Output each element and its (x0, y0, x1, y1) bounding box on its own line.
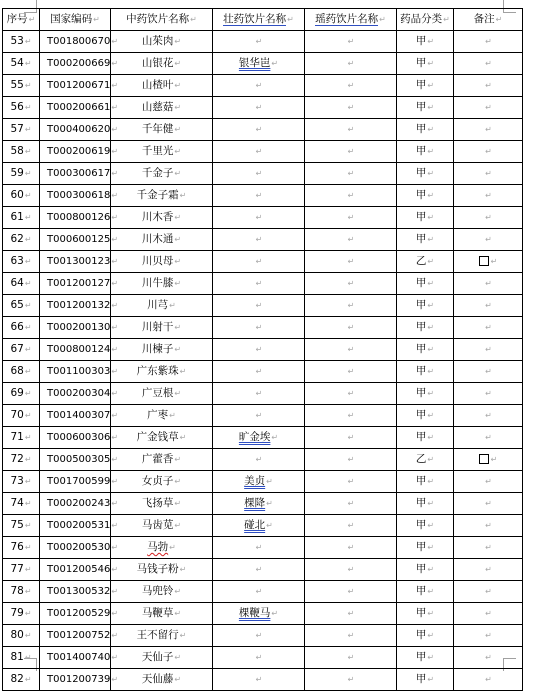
table-cell-code: T001400307↵ (40, 405, 111, 427)
table-cell-class: 甲↵ (397, 317, 454, 339)
table-cell-code: T001300532↵ (40, 581, 111, 603)
table-cell-zhuang: ↵ (213, 449, 305, 471)
table-cell-zhuang: ↵ (213, 185, 305, 207)
table-cell-class: 甲↵ (397, 405, 454, 427)
table-row (3, 31, 523, 53)
table-cell-no: 67↵ (3, 339, 40, 361)
table-cell-no: 77↵ (3, 559, 40, 581)
table-cell-yao: ↵ (305, 273, 397, 295)
table-cell-yao: ↵ (305, 339, 397, 361)
table-cell-name: 马钱子粉↵ (111, 559, 213, 581)
table-cell-note: ↵ (454, 427, 523, 449)
table-cell-name: 千金子↵ (111, 163, 213, 185)
header-cell: 瑶药饮片名称↵ (305, 9, 397, 31)
table-cell-note: ↵ (454, 405, 523, 427)
table-cell-class: 乙↵ (397, 449, 454, 471)
table-row (3, 559, 523, 581)
table-cell-yao: ↵ (305, 515, 397, 537)
table-row (3, 603, 523, 625)
table-cell-name: 山楂叶↵ (111, 75, 213, 97)
table-cell-name: 马鞭草↵ (111, 603, 213, 625)
table-cell-yao: ↵ (305, 427, 397, 449)
header-cell: 中药饮片名称↵ (111, 9, 213, 31)
table-cell-no: 69↵ (3, 383, 40, 405)
table-cell-zhuang: ↵ (213, 229, 305, 251)
table-cell-code: T001300123↵ (40, 251, 111, 273)
table-row (3, 207, 523, 229)
table-cell-name: 广东紫珠↵ (111, 361, 213, 383)
table-cell-zhuang: ↵ (213, 383, 305, 405)
table-cell-class: 甲↵ (397, 515, 454, 537)
table-cell-note: ↵ (454, 119, 523, 141)
checkbox-square-icon (479, 454, 489, 464)
table-cell-name: 马勃↵ (111, 537, 213, 559)
table-row (3, 669, 523, 691)
table-cell-note: ↵ (454, 185, 523, 207)
table-cell-name: 女贞子↵ (111, 471, 213, 493)
table-cell-note: ↵ (454, 449, 523, 471)
table-cell-class: 乙↵ (397, 251, 454, 273)
table-row (3, 339, 523, 361)
table-cell-code: T001800670↵ (40, 31, 111, 53)
table-row (3, 75, 523, 97)
table-cell-yao: ↵ (305, 647, 397, 669)
table-cell-note: ↵ (454, 339, 523, 361)
table-cell-class: 甲↵ (397, 141, 454, 163)
table-cell-class: 甲↵ (397, 185, 454, 207)
table-cell-code: T001200132↵ (40, 295, 111, 317)
table-cell-name: 山慈菇↵ (111, 97, 213, 119)
table-cell-name: 川射干↵ (111, 317, 213, 339)
table-cell-no: 58↵ (3, 141, 40, 163)
table-cell-name: 川楝子↵ (111, 339, 213, 361)
table-row (3, 273, 523, 295)
table-cell-name: 川木通↵ (111, 229, 213, 251)
table-cell-yao: ↵ (305, 669, 397, 691)
table-cell-class: 甲↵ (397, 471, 454, 493)
table-cell-name: 天仙藤↵ (111, 669, 213, 691)
table-cell-no: 74↵ (3, 493, 40, 515)
table-row (3, 163, 523, 185)
table-cell-name: 川木香↵ (111, 207, 213, 229)
table-cell-zhuang: 美贞↵ (213, 471, 305, 493)
table-cell-yao: ↵ (305, 207, 397, 229)
table-cell-zhuang: ↵ (213, 75, 305, 97)
table-row (3, 515, 523, 537)
checkbox-square-icon (479, 256, 489, 266)
table-cell-no: 54↵ (3, 53, 40, 75)
table-cell-code: T000400620↵ (40, 119, 111, 141)
table-cell-code: T000200531↵ (40, 515, 111, 537)
table-cell-no: 79↵ (3, 603, 40, 625)
table-cell-code: T000300617↵ (40, 163, 111, 185)
table-cell-no: 63↵ (3, 251, 40, 273)
table-cell-class: 甲↵ (397, 361, 454, 383)
table-cell-name: 千年健↵ (111, 119, 213, 141)
header-cell: 壮药饮片名称↵ (213, 9, 305, 31)
table-cell-no: 64↵ (3, 273, 40, 295)
table-cell-no: 78↵ (3, 581, 40, 603)
table-cell-yao: ↵ (305, 603, 397, 625)
table-cell-note: ↵ (454, 75, 523, 97)
table-cell-code: T001200127↵ (40, 273, 111, 295)
table-cell-name: 川牛膝↵ (111, 273, 213, 295)
table-cell-name: 广枣↵ (111, 405, 213, 427)
table-cell-code: T001100303↵ (40, 361, 111, 383)
table-cell-zhuang: ↵ (213, 581, 305, 603)
table-cell-note: ↵ (454, 515, 523, 537)
table-cell-code: T000200304↵ (40, 383, 111, 405)
table-cell-class: 甲↵ (397, 229, 454, 251)
table-cell-no: 59↵ (3, 163, 40, 185)
table-cell-zhuang: ↵ (213, 669, 305, 691)
header-cell: 药品分类↵ (397, 9, 454, 31)
table-cell-no: 76↵ (3, 537, 40, 559)
table-cell-class: 甲↵ (397, 339, 454, 361)
table-cell-note: ↵ (454, 625, 523, 647)
table-cell-note: ↵ (454, 471, 523, 493)
table-cell-code: T001200739↵ (40, 669, 111, 691)
table-cell-yao: ↵ (305, 317, 397, 339)
table-cell-note: ↵ (454, 53, 523, 75)
table-cell-zhuang: 旷金埃↵ (213, 427, 305, 449)
table-cell-class: 甲↵ (397, 669, 454, 691)
table-cell-note: ↵ (454, 229, 523, 251)
table-cell-code: T001700599↵ (40, 471, 111, 493)
table-row (3, 647, 523, 669)
table-cell-yao: ↵ (305, 31, 397, 53)
table-cell-note: ↵ (454, 207, 523, 229)
table-row (3, 449, 523, 471)
table-cell-no: 56↵ (3, 97, 40, 119)
table-cell-no: 80↵ (3, 625, 40, 647)
table-row (3, 471, 523, 493)
table-cell-code: T000200669↵ (40, 53, 111, 75)
table-cell-yao: ↵ (305, 537, 397, 559)
table-cell-note: ↵ (454, 251, 523, 273)
table-cell-no: 72↵ (3, 449, 40, 471)
table-cell-no: 65↵ (3, 295, 40, 317)
table-cell-note: ↵ (454, 581, 523, 603)
table-cell-class: 甲↵ (397, 493, 454, 515)
table-row (3, 405, 523, 427)
table-cell-name: 广金钱草↵ (111, 427, 213, 449)
table-cell-code: T001200546↵ (40, 559, 111, 581)
table-cell-no: 61↵ (3, 207, 40, 229)
table-cell-class: 甲↵ (397, 383, 454, 405)
table-cell-code: T000200130↵ (40, 317, 111, 339)
table-cell-note: ↵ (454, 537, 523, 559)
table-cell-zhuang: ↵ (213, 31, 305, 53)
table-cell-class: 甲↵ (397, 603, 454, 625)
table-cell-yao: ↵ (305, 295, 397, 317)
table-cell-class: 甲↵ (397, 53, 454, 75)
table-cell-note: ↵ (454, 669, 523, 691)
table-cell-yao: ↵ (305, 251, 397, 273)
table-cell-note: ↵ (454, 647, 523, 669)
table-cell-code: T001400740↵ (40, 647, 111, 669)
table-cell-yao: ↵ (305, 119, 397, 141)
table-cell-note: ↵ (454, 295, 523, 317)
table-cell-class: 甲↵ (397, 97, 454, 119)
table-cell-class: 甲↵ (397, 581, 454, 603)
table-row (3, 537, 523, 559)
table-cell-name: 千金子霜↵ (111, 185, 213, 207)
table-cell-yao: ↵ (305, 163, 397, 185)
table-cell-note: ↵ (454, 163, 523, 185)
table-cell-name: 川芎↵ (111, 295, 213, 317)
table-cell-zhuang: ↵ (213, 163, 305, 185)
table-cell-no: 70↵ (3, 405, 40, 427)
table-cell-zhuang: ↵ (213, 273, 305, 295)
table-cell-zhuang: 银华岜↵ (213, 53, 305, 75)
table-row (3, 625, 523, 647)
table-cell-zhuang: ↵ (213, 361, 305, 383)
table-cell-code: T000800126↵ (40, 207, 111, 229)
table-cell-code: T000200619↵ (40, 141, 111, 163)
table-cell-name: 千里光↵ (111, 141, 213, 163)
table-cell-no: 82↵ (3, 669, 40, 691)
table-cell-note: ↵ (454, 559, 523, 581)
table-cell-class: 甲↵ (397, 273, 454, 295)
table-row (3, 97, 523, 119)
table-cell-no: 75↵ (3, 515, 40, 537)
table-row (3, 185, 523, 207)
table-row (3, 361, 523, 383)
table-cell-note: ↵ (454, 141, 523, 163)
table-cell-code: T000800124↵ (40, 339, 111, 361)
table-cell-yao: ↵ (305, 383, 397, 405)
table-cell-name: 天仙子↵ (111, 647, 213, 669)
table-cell-no: 73↵ (3, 471, 40, 493)
table-cell-zhuang: ↵ (213, 537, 305, 559)
table-cell-yao: ↵ (305, 361, 397, 383)
table-cell-zhuang: ↵ (213, 207, 305, 229)
table-cell-yao: ↵ (305, 185, 397, 207)
table-cell-class: 甲↵ (397, 295, 454, 317)
table-cell-name: 广豆根↵ (111, 383, 213, 405)
table-row (3, 427, 523, 449)
table-cell-name: 王不留行↵ (111, 625, 213, 647)
table-cell-class: 甲↵ (397, 207, 454, 229)
table-cell-note: ↵ (454, 97, 523, 119)
table-cell-zhuang: ↵ (213, 559, 305, 581)
table-cell-no: 71↵ (3, 427, 40, 449)
table-row (3, 141, 523, 163)
table-cell-yao: ↵ (305, 75, 397, 97)
table-cell-name: 广藿香↵ (111, 449, 213, 471)
table-cell-yao: ↵ (305, 229, 397, 251)
table-cell-code: T000500305↵ (40, 449, 111, 471)
table-cell-yao: ↵ (305, 141, 397, 163)
table-cell-class: 甲↵ (397, 559, 454, 581)
header-cell: 序号↵ (3, 9, 40, 31)
table-cell-no: 66↵ (3, 317, 40, 339)
table-cell-no: 55↵ (3, 75, 40, 97)
table-cell-no: 68↵ (3, 361, 40, 383)
header-cell: 国家编码↵ (40, 9, 111, 31)
table-cell-zhuang: ↵ (213, 295, 305, 317)
table-cell-no: 81↵ (3, 647, 40, 669)
table-cell-name: 山茱肉↵ (111, 31, 213, 53)
table-cell-no: 62↵ (3, 229, 40, 251)
table-cell-name: 飞扬草↵ (111, 493, 213, 515)
table-cell-code: T001200671↵ (40, 75, 111, 97)
table-cell-class: 甲↵ (397, 647, 454, 669)
table-cell-yao: ↵ (305, 53, 397, 75)
table-cell-zhuang: ↵ (213, 317, 305, 339)
table-cell-zhuang: 棵鞭马↵ (213, 603, 305, 625)
table-cell-zhuang: ↵ (213, 647, 305, 669)
table-cell-zhuang: ↵ (213, 97, 305, 119)
table-row (3, 295, 523, 317)
table-cell-yao: ↵ (305, 493, 397, 515)
table-cell-code: T000600306↵ (40, 427, 111, 449)
table-cell-no: 60↵ (3, 185, 40, 207)
table-cell-class: 甲↵ (397, 119, 454, 141)
table-cell-yao: ↵ (305, 625, 397, 647)
table-cell-code: T000300618↵ (40, 185, 111, 207)
table-cell-yao: ↵ (305, 97, 397, 119)
table-cell-note: ↵ (454, 493, 523, 515)
table-cell-note: ↵ (454, 317, 523, 339)
table-cell-yao: ↵ (305, 449, 397, 471)
table-cell-zhuang: ↵ (213, 339, 305, 361)
table-cell-note: ↵ (454, 273, 523, 295)
table-cell-zhuang: ↵ (213, 251, 305, 273)
table-cell-zhuang: ↵ (213, 405, 305, 427)
table-cell-name: 马兜铃↵ (111, 581, 213, 603)
table-cell-code: T000200661↵ (40, 97, 111, 119)
table-row (3, 493, 523, 515)
table-cell-class: 甲↵ (397, 625, 454, 647)
table-cell-class: 甲↵ (397, 163, 454, 185)
table-cell-code: T001200529↵ (40, 603, 111, 625)
table-cell-yao: ↵ (305, 559, 397, 581)
table-cell-zhuang: 棵降↵ (213, 493, 305, 515)
table-cell-note: ↵ (454, 603, 523, 625)
table-row (3, 53, 523, 75)
table-row (3, 317, 523, 339)
table-row (3, 383, 523, 405)
table-cell-note: ↵ (454, 361, 523, 383)
table-cell-zhuang: ↵ (213, 141, 305, 163)
table-cell-zhuang: ↵ (213, 119, 305, 141)
table-row (3, 119, 523, 141)
table-cell-class: 甲↵ (397, 31, 454, 53)
table-cell-name: 山银花↵ (111, 53, 213, 75)
table-cell-no: 57↵ (3, 119, 40, 141)
herb-table (2, 8, 523, 691)
table-header-row (3, 9, 523, 31)
table-cell-yao: ↵ (305, 471, 397, 493)
table-cell-zhuang: 碰北↵ (213, 515, 305, 537)
table-cell-code: T000600125↵ (40, 229, 111, 251)
table-cell-no: 53↵ (3, 31, 40, 53)
table-cell-code: T001200752↵ (40, 625, 111, 647)
table-cell-zhuang: ↵ (213, 625, 305, 647)
table-row (3, 229, 523, 251)
table-cell-note: ↵ (454, 31, 523, 53)
table-cell-name: 川贝母↵ (111, 251, 213, 273)
table-cell-yao: ↵ (305, 581, 397, 603)
table-cell-yao: ↵ (305, 405, 397, 427)
table-cell-note: ↵ (454, 383, 523, 405)
table-row (3, 251, 523, 273)
table-cell-name: 马齿苋↵ (111, 515, 213, 537)
table-row (3, 581, 523, 603)
table-cell-class: 甲↵ (397, 427, 454, 449)
header-cell: 备注↵ (454, 9, 523, 31)
table-cell-code: T000200530↵ (40, 537, 111, 559)
table-cell-class: 甲↵ (397, 75, 454, 97)
table-cell-code: T000200243↵ (40, 493, 111, 515)
table-cell-class: 甲↵ (397, 537, 454, 559)
